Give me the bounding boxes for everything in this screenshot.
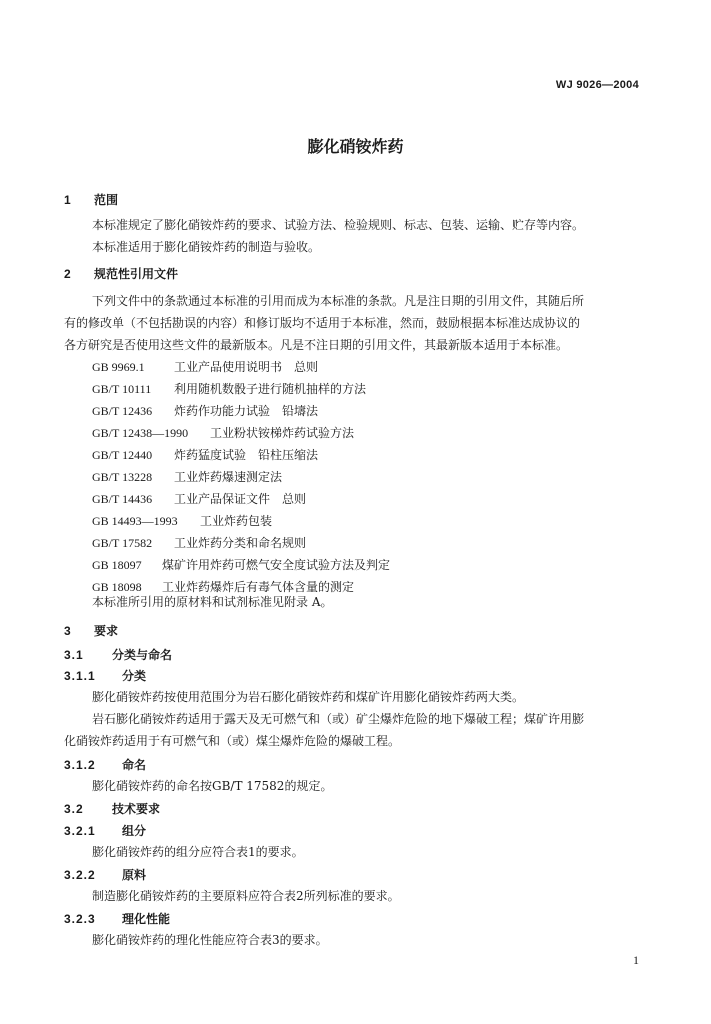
- reference-code: GB/T 13228: [92, 470, 153, 484]
- reference-item: [92, 358, 390, 380]
- reference-code: GB/T 12436: [92, 404, 153, 418]
- paragraph-line: 有的修改单（不包括勘误的内容）和修订版均不适用于本标准，然而，鼓励根据本标准达成协议的: [64, 316, 581, 330]
- reference-title: 工业粉状铵梯炸药试验方法: [210, 426, 355, 440]
- paragraph-line: 岩石膨化硝铵炸药适用于露天及无可燃气和（或）矿尘爆炸危险的地下爆破工程；煤矿许用膨: [92, 712, 585, 726]
- reference-title: 炸药猛度试验 铅柱压缩法: [174, 448, 319, 462]
- subsection-3-2-3-heading: [64, 910, 170, 927]
- reference-title: 工业炸药爆速测定法: [174, 470, 283, 484]
- subsection-title: 理化性能: [122, 912, 171, 926]
- paragraph: 制造膨化硝铵炸药的主要原料应符合表2所列标准的要求。: [92, 889, 400, 903]
- subsection-3-1-1-heading: [64, 667, 146, 684]
- paragraph: 膨化硝铵炸药按使用范围分为岩石膨化硝铵炸药和煤矿许用膨化硝铵炸药两大类。: [92, 690, 525, 704]
- paragraph-line: 各方研究是否使用这些文件的最新版本。凡是不注日期的引用文件，其最新版本适用于本标准。: [64, 338, 569, 352]
- reference-title: 工业炸药包装: [200, 514, 273, 528]
- reference-code: GB 9969.1: [92, 360, 145, 374]
- subsection-3-2-1-heading: [64, 822, 146, 839]
- paragraph: 膨化硝铵炸药的组分应符合表1的要求。: [92, 845, 304, 859]
- page-number: 1: [633, 953, 639, 967]
- reference-code: GB 14493—1993: [92, 514, 178, 528]
- subsection-title: 组分: [122, 824, 147, 838]
- document-title: 膨化硝铵炸药: [307, 137, 404, 156]
- reference-code: GB 18098: [92, 580, 142, 594]
- reference-item: [92, 402, 390, 424]
- subsection-number: 3.2.2: [64, 868, 96, 882]
- subsection-number: 3.2.3: [64, 912, 96, 926]
- subsection-number: 3.1.2: [64, 758, 96, 772]
- subsection-number: 3.1.1: [64, 669, 96, 683]
- reference-title: 工业炸药爆炸后有毒气体含量的测定: [162, 580, 355, 594]
- section-number: 3: [64, 624, 71, 638]
- standard-code: WJ 9026—2004: [555, 79, 639, 91]
- paragraph: 膨化硝铵炸药的命名按GB/T 17582的规定。: [92, 779, 333, 793]
- reference-item: [92, 556, 390, 578]
- reference-code: GB 18097: [92, 558, 142, 572]
- paragraph: 本标准适用于膨化硝铵炸药的制造与验收。: [92, 240, 321, 254]
- subsection-number: 3.2.1: [64, 824, 96, 838]
- subsection-title: 命名: [122, 758, 147, 772]
- reference-code: GB/T 14436: [92, 492, 153, 506]
- section-3-heading: [64, 622, 118, 639]
- subsection-title: 分类: [122, 669, 147, 683]
- reference-item: [92, 490, 390, 512]
- reference-item: [92, 534, 390, 556]
- section-number: 2: [64, 267, 71, 281]
- reference-list: [92, 358, 390, 600]
- reference-item: [92, 446, 390, 468]
- paragraph: 膨化硝铵炸药的理化性能应符合表3的要求。: [92, 933, 328, 947]
- reference-title: 工业炸药分类和命名规则: [174, 536, 307, 550]
- subsection-title: 原料: [122, 868, 147, 882]
- subsection-3-1-2-heading: [64, 756, 146, 773]
- reference-title: 工业产品使用说明书 总则: [174, 360, 319, 374]
- subsection-number: 3.2: [64, 802, 84, 816]
- reference-code: GB/T 12440: [92, 448, 153, 462]
- section-title: 要求: [94, 624, 119, 638]
- reference-item: [92, 512, 390, 534]
- section-2-heading: [64, 265, 178, 282]
- paragraph: 本标准规定了膨化硝铵炸药的要求、试验方法、检验规则、标志、包装、运输、贮存等内容。: [92, 218, 585, 232]
- subsection-3-2-2-heading: [64, 866, 146, 883]
- reference-code: GB/T 17582: [92, 536, 153, 550]
- reference-title: 炸药作功能力试验 铅壔法: [174, 404, 319, 418]
- section-1-heading: [64, 191, 118, 208]
- reference-title: 煤矿许用炸药可燃气安全度试验方法及判定: [162, 558, 391, 572]
- section-number: 1: [64, 193, 71, 207]
- reference-code: GB/T 12438—1990: [92, 426, 189, 440]
- reference-title: 利用随机数骰子进行随机抽样的方法: [174, 382, 367, 396]
- subsection-3-1-heading: [64, 646, 172, 663]
- reference-item: [92, 380, 390, 402]
- paragraph: 本标准所引用的原材料和试剂标准见附录 A。: [92, 595, 333, 609]
- reference-item: [92, 468, 390, 490]
- reference-code: GB/T 10111: [92, 382, 152, 396]
- subsection-3-2-heading: [64, 800, 160, 817]
- reference-item: [92, 424, 390, 446]
- paragraph-line: 化硝铵炸药适用于有可燃气和（或）煤尘爆炸危险的爆破工程。: [64, 734, 401, 748]
- section-title: 规范性引用文件: [94, 267, 179, 281]
- subsection-title: 分类与命名: [112, 648, 173, 662]
- subsection-number: 3.1: [64, 648, 84, 662]
- reference-title: 工业产品保证文件 总则: [174, 492, 307, 506]
- section-title: 范围: [94, 193, 119, 207]
- subsection-title: 技术要求: [112, 802, 161, 816]
- paragraph-line: 下列文件中的条款通过本标准的引用而成为本标准的条款。凡是注日期的引用文件，其随后所: [92, 294, 585, 308]
